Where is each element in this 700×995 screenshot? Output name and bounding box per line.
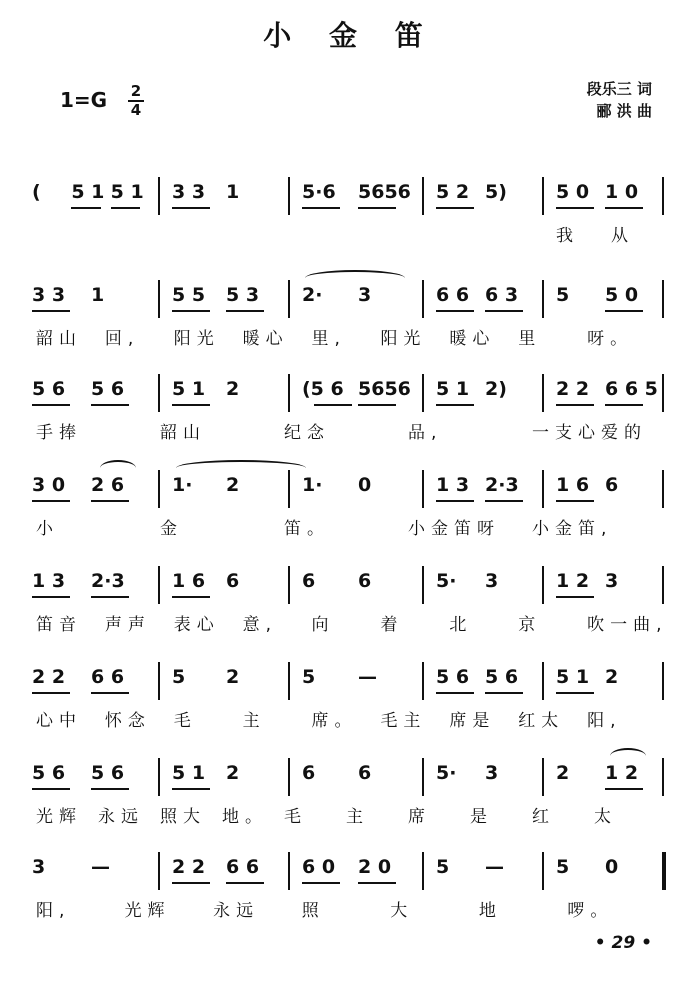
- barline: [422, 470, 424, 508]
- lyrics-line: [0, 610, 700, 636]
- beam-line: [91, 404, 129, 406]
- lyric-word: 里: [518, 329, 542, 349]
- lyric-word: 永远: [213, 901, 260, 921]
- page-number: • 29 •: [594, 933, 652, 953]
- lyric-word: 地: [478, 901, 502, 921]
- beam-line: [172, 788, 210, 790]
- lyrics-line: [0, 418, 700, 444]
- barline: [158, 758, 160, 796]
- note-group: 6 3: [485, 284, 519, 306]
- barline: [662, 662, 664, 700]
- note-group: 6: [302, 762, 316, 784]
- note-group: 5 6: [32, 762, 66, 784]
- note-group: 5 5: [172, 284, 206, 306]
- beam-line: [485, 692, 523, 694]
- lyric-word: 大: [390, 901, 414, 921]
- barline: [662, 758, 664, 796]
- beam-line: [91, 596, 129, 598]
- note-group: 5 6: [91, 378, 125, 400]
- note-group: 5 1: [110, 181, 144, 203]
- beam-line: [302, 882, 340, 884]
- note-group: 6: [358, 570, 372, 592]
- note-group: 3: [485, 570, 499, 592]
- lyrics-line: [0, 221, 700, 247]
- note-group: 3: [485, 762, 499, 784]
- beam-line: [32, 788, 70, 790]
- beam-line: [605, 404, 643, 406]
- time-signature-top: 2: [130, 82, 142, 100]
- lyric-word: 京: [518, 615, 542, 635]
- note-group: 3 3: [172, 181, 206, 203]
- barline: [158, 566, 160, 604]
- barline: [662, 566, 664, 604]
- beam-line: [302, 207, 340, 209]
- lyric-word: 意,: [242, 615, 278, 635]
- barline: [288, 852, 290, 890]
- beam-line: [485, 310, 523, 312]
- beam-line: [226, 310, 264, 312]
- note-group: 3: [358, 284, 372, 306]
- lyric-word: 席: [408, 807, 431, 827]
- note-group: 2·3: [485, 474, 519, 496]
- beam-line: [605, 207, 643, 209]
- score-row: [0, 756, 700, 846]
- slur-arc: [305, 270, 405, 286]
- note-group: 5: [556, 284, 570, 306]
- score-row: [0, 564, 700, 654]
- lyric-word: 手捧: [36, 423, 82, 443]
- note-group: 0: [358, 474, 372, 496]
- note-group: 5 6: [436, 666, 470, 688]
- note-group: 2: [226, 474, 240, 496]
- lyric-word: 韶山: [36, 329, 82, 349]
- notation-line: [0, 660, 700, 700]
- note-group: 0: [605, 856, 619, 878]
- lyric-word: 阳,: [587, 711, 622, 731]
- note-group: 1 2: [556, 570, 590, 592]
- barline: [662, 374, 664, 412]
- slur-arc: [100, 460, 136, 476]
- notation-line: [0, 756, 700, 796]
- score-row: [0, 468, 700, 558]
- lyric-word: 是: [470, 807, 493, 827]
- barline: [422, 852, 424, 890]
- lyric-word: 笛。: [284, 519, 330, 539]
- lyric-word: 笛音: [36, 615, 82, 635]
- key-signature: 1=G: [60, 88, 108, 112]
- lyrics-line: [0, 514, 700, 540]
- note-group: 5: [302, 666, 316, 688]
- note-group: 2: [605, 666, 619, 688]
- barline: [542, 758, 544, 796]
- note-group: 5 2: [436, 181, 470, 203]
- note-group: 2·3: [91, 570, 125, 592]
- barline: [422, 374, 424, 412]
- notation-line: [0, 564, 700, 604]
- beam-line: [71, 207, 100, 209]
- barline: [422, 758, 424, 796]
- note-group: 1·: [172, 474, 193, 496]
- note-group: 1 6: [172, 570, 206, 592]
- lyric-word: 里,: [311, 329, 346, 349]
- note-group: 5 3: [226, 284, 260, 306]
- barline: [288, 177, 290, 215]
- beam-line: [436, 404, 474, 406]
- slur-arc: [610, 748, 646, 764]
- barline: [288, 566, 290, 604]
- credits: [587, 78, 652, 122]
- barline: [542, 470, 544, 508]
- barline: [542, 852, 544, 890]
- beam-line: [485, 500, 523, 502]
- beam-line: [605, 788, 643, 790]
- note-group: 2: [226, 378, 240, 400]
- lyric-word: 永远: [98, 807, 144, 827]
- note-group: 5 6: [32, 378, 66, 400]
- score-row: [0, 175, 700, 265]
- beam-line: [172, 882, 210, 884]
- lyric-word: 阳,: [36, 901, 71, 921]
- barline: [542, 280, 544, 318]
- beam-line: [436, 310, 474, 312]
- note-group: —: [485, 856, 504, 878]
- beam-line: [358, 404, 396, 406]
- lyric-word: 毛: [173, 711, 197, 731]
- lyric-word: 太: [594, 807, 617, 827]
- barline: [158, 470, 160, 508]
- lyric-word: 主: [346, 807, 369, 827]
- barline: [542, 374, 544, 412]
- barline: [662, 280, 664, 318]
- note-group: 5: [172, 666, 186, 688]
- final-barline: [662, 852, 666, 890]
- lyric-word: 红: [532, 807, 555, 827]
- note-group: 2 6: [91, 474, 125, 496]
- note-group: 3: [32, 856, 46, 878]
- score-row: [0, 660, 700, 750]
- note-group: 6 6: [91, 666, 125, 688]
- beam-line: [556, 596, 594, 598]
- barline: [422, 662, 424, 700]
- composer-credit: 郦 洪 曲: [596, 102, 652, 120]
- score-row: [0, 372, 700, 462]
- note-group: 5656: [358, 181, 411, 203]
- time-signature-bottom: 4: [130, 101, 142, 119]
- barline: [422, 280, 424, 318]
- lyric-word: 从: [611, 226, 634, 246]
- note-group: —: [91, 856, 110, 878]
- lyrics-line: [0, 802, 700, 828]
- beam-line: [556, 207, 594, 209]
- note-group: 5 6: [91, 762, 125, 784]
- note-group: (5 6: [302, 378, 344, 400]
- barline: [158, 374, 160, 412]
- barline: [288, 374, 290, 412]
- beam-line: [556, 692, 594, 694]
- note-group: 6: [226, 570, 240, 592]
- note-group: 5: [436, 856, 450, 878]
- barline: [542, 177, 544, 215]
- note-group: 5: [556, 856, 570, 878]
- lyric-word: 主: [242, 711, 266, 731]
- beam-line: [556, 500, 594, 502]
- note-group: 2 0: [358, 856, 392, 878]
- beam-line: [91, 692, 129, 694]
- lyric-word: 声声: [104, 615, 151, 635]
- lyric-word: 一支心爱的: [532, 423, 647, 443]
- barline: [288, 280, 290, 318]
- beam-line: [436, 500, 474, 502]
- beam-line: [32, 404, 70, 406]
- note-group: 6: [302, 570, 316, 592]
- lyric-word: 暖心: [449, 329, 496, 349]
- note-group: 1 3: [32, 570, 66, 592]
- lyrics-line: [0, 324, 700, 350]
- beam-line: [172, 207, 210, 209]
- note-group: 5 0: [605, 284, 639, 306]
- note-group: 2 2: [32, 666, 66, 688]
- note-group: 2 2: [556, 378, 590, 400]
- lyric-word: 着: [380, 615, 404, 635]
- note-group: 5·: [436, 762, 457, 784]
- notation-line: [0, 278, 700, 318]
- beam-line: [172, 596, 210, 598]
- note-group: 5·: [436, 570, 457, 592]
- lyric-word: 回,: [104, 329, 140, 349]
- lyric-word: 北: [449, 615, 473, 635]
- slur-arc: [176, 460, 306, 476]
- note-group: 5 0: [556, 181, 590, 203]
- note-group: 2: [226, 762, 240, 784]
- beam-line: [605, 310, 643, 312]
- note-group: 6: [605, 474, 619, 496]
- lyric-word: 毛主: [380, 711, 427, 731]
- lyric-word: 我: [556, 226, 579, 246]
- note-group: 1 2: [605, 762, 639, 784]
- lyric-word: 阳光: [380, 329, 427, 349]
- note-group: 5 6: [485, 666, 519, 688]
- beam-line: [32, 596, 70, 598]
- barline: [422, 177, 424, 215]
- lyric-word: 光辉: [124, 901, 171, 921]
- score-row: [0, 278, 700, 368]
- beam-line: [436, 207, 474, 209]
- note-group: 2: [226, 666, 240, 688]
- note-group: 5 1: [436, 378, 470, 400]
- barline: [158, 662, 160, 700]
- note-group: 5 1: [172, 762, 206, 784]
- note-group: 6 6: [226, 856, 260, 878]
- beam-line: [91, 500, 129, 502]
- note-group: 1 3: [436, 474, 470, 496]
- score-row: [0, 850, 700, 940]
- lyric-word: 向: [311, 615, 335, 635]
- lyric-word: 毛: [284, 807, 307, 827]
- song-title: 小 金 笛: [263, 19, 437, 52]
- note-group: 6 6: [436, 284, 470, 306]
- note-group: 5 1: [556, 666, 590, 688]
- beam-line: [172, 310, 210, 312]
- lyric-word: 光辉: [36, 807, 82, 827]
- barline: [662, 177, 664, 215]
- barline: [158, 280, 160, 318]
- time-signature: [128, 84, 144, 118]
- lyric-word: 表心: [173, 615, 220, 635]
- note-group: 5): [485, 181, 507, 203]
- beam-line: [32, 692, 70, 694]
- lyricist-credit: 段乐三 词: [586, 80, 652, 98]
- lyric-word: 照大: [160, 807, 206, 827]
- barline: [158, 852, 160, 890]
- notation-line: [0, 468, 700, 508]
- beam-line: [91, 788, 129, 790]
- lyric-word: 阳光: [173, 329, 220, 349]
- note-group: 1 0: [605, 181, 639, 203]
- notation-line: [0, 850, 700, 890]
- barline: [422, 566, 424, 604]
- beam-line: [226, 882, 264, 884]
- lyric-word: 照: [301, 901, 325, 921]
- lyrics-line: [0, 706, 700, 732]
- note-group: 5 1: [71, 181, 105, 203]
- beam-line: [111, 207, 140, 209]
- lyric-word: 呀。: [587, 329, 634, 349]
- note-group: 5656: [358, 378, 411, 400]
- beam-line: [358, 882, 396, 884]
- lyric-word: 地。: [222, 807, 268, 827]
- beam-line: [556, 404, 594, 406]
- lyric-word: 品,: [408, 423, 443, 443]
- lyrics-line: [0, 896, 700, 922]
- note-group: 2·: [302, 284, 323, 306]
- lyric-word: 吹一曲,: [587, 615, 668, 635]
- note-group: —: [358, 666, 377, 688]
- lyric-word: 小金笛,: [532, 519, 613, 539]
- beam-line: [314, 404, 352, 406]
- lyric-word: 啰。: [567, 901, 614, 921]
- note-group: 2): [485, 378, 507, 400]
- barline: [662, 470, 664, 508]
- notation-line: [0, 175, 700, 215]
- note-group: 1: [226, 181, 240, 203]
- lyric-word: 金: [160, 519, 183, 539]
- barline: [542, 566, 544, 604]
- lyric-word: 怀念: [104, 711, 151, 731]
- beam-line: [436, 692, 474, 694]
- barline: [158, 177, 160, 215]
- lyric-word: 席。: [311, 711, 358, 731]
- lyric-word: 暖心: [242, 329, 289, 349]
- lyric-word: 韶山: [160, 423, 206, 443]
- barline: [542, 662, 544, 700]
- note-group: 3 3: [32, 284, 66, 306]
- lyric-word: 小: [36, 519, 59, 539]
- note-group: (: [32, 181, 41, 203]
- note-group: 3: [605, 570, 619, 592]
- beam-line: [32, 500, 70, 502]
- lyric-word: 小金笛呀: [408, 519, 500, 539]
- lyric-word: 席是: [449, 711, 496, 731]
- beam-line: [358, 207, 396, 209]
- beam-line: [32, 310, 70, 312]
- lyric-word: 心中: [36, 711, 82, 731]
- note-group: 6: [358, 762, 372, 784]
- lyric-word: 红太: [518, 711, 565, 731]
- barline: [288, 662, 290, 700]
- note-group: 5·6: [302, 181, 336, 203]
- note-group: 1 6: [556, 474, 590, 496]
- barline: [288, 758, 290, 796]
- notation-line: [0, 372, 700, 412]
- note-group: 1·: [302, 474, 323, 496]
- note-group: 3 0: [32, 474, 66, 496]
- beam-line: [172, 404, 210, 406]
- note-group: 1: [91, 284, 105, 306]
- note-group: 6 6 5: [605, 378, 658, 400]
- lyric-word: 纪念: [284, 423, 330, 443]
- note-group: 2 2: [172, 856, 206, 878]
- note-group: 5 1: [172, 378, 206, 400]
- note-group: 2: [556, 762, 570, 784]
- note-group: 6 0: [302, 856, 336, 878]
